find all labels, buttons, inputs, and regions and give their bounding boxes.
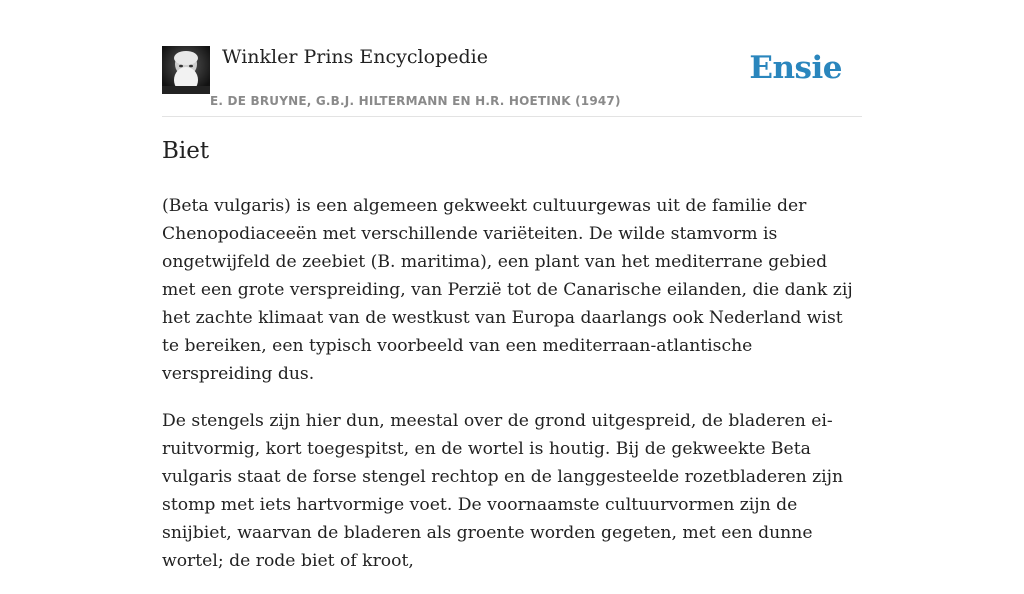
- author-portrait[interactable]: [162, 46, 210, 94]
- header: [162, 44, 862, 117]
- portrait-photo-icon: [162, 46, 210, 94]
- paragraph: De stengels zijn hier dun, meestal over de grond uitgespreid, de bladeren ei-ruitvormig, kort toegespitst, en de wortel is houtig. Bij de gekweekte Beta vulgaris staat de forse stengel rechtop en de langgesteelde rozetbladeren zijn stomp met iets hartvormige voet. De voornaamste cultuurvormen zijn de snijbiet, waarvan de bladeren als groente worden gegeten, met een dunne wortel; de rode biet of kroot,: [162, 411, 844, 571]
- article-body: [162, 192, 862, 594]
- paragraph: (Beta vulgaris) is een algemeen gekweekt cultuurgewas uit de familie der Chenopodiaceeën met verschillende variëteiten. De wilde stamvorm is ongetwijfeld de zeebiet (B. maritima), een plant van het mediterrane gebied met een grote verspreiding, van Perzië tot de Canarische eilanden, die dank zij het zachte klimaat van de westkust van Europa daarlangs ook Nederland wist te bereiken, een typisch voorbeeld van een mediterraan-atlantische verspreiding dus.: [162, 196, 853, 384]
- article-title: Biet: [162, 138, 210, 164]
- brand-logo[interactable]: Ensie: [749, 50, 842, 86]
- publication-title[interactable]: Winkler Prins Encyclopedie: [222, 46, 488, 68]
- byline: E. DE BRUYNE, G.B.J. HILTERMANN EN H.R. HOETINK (1947): [210, 94, 621, 108]
